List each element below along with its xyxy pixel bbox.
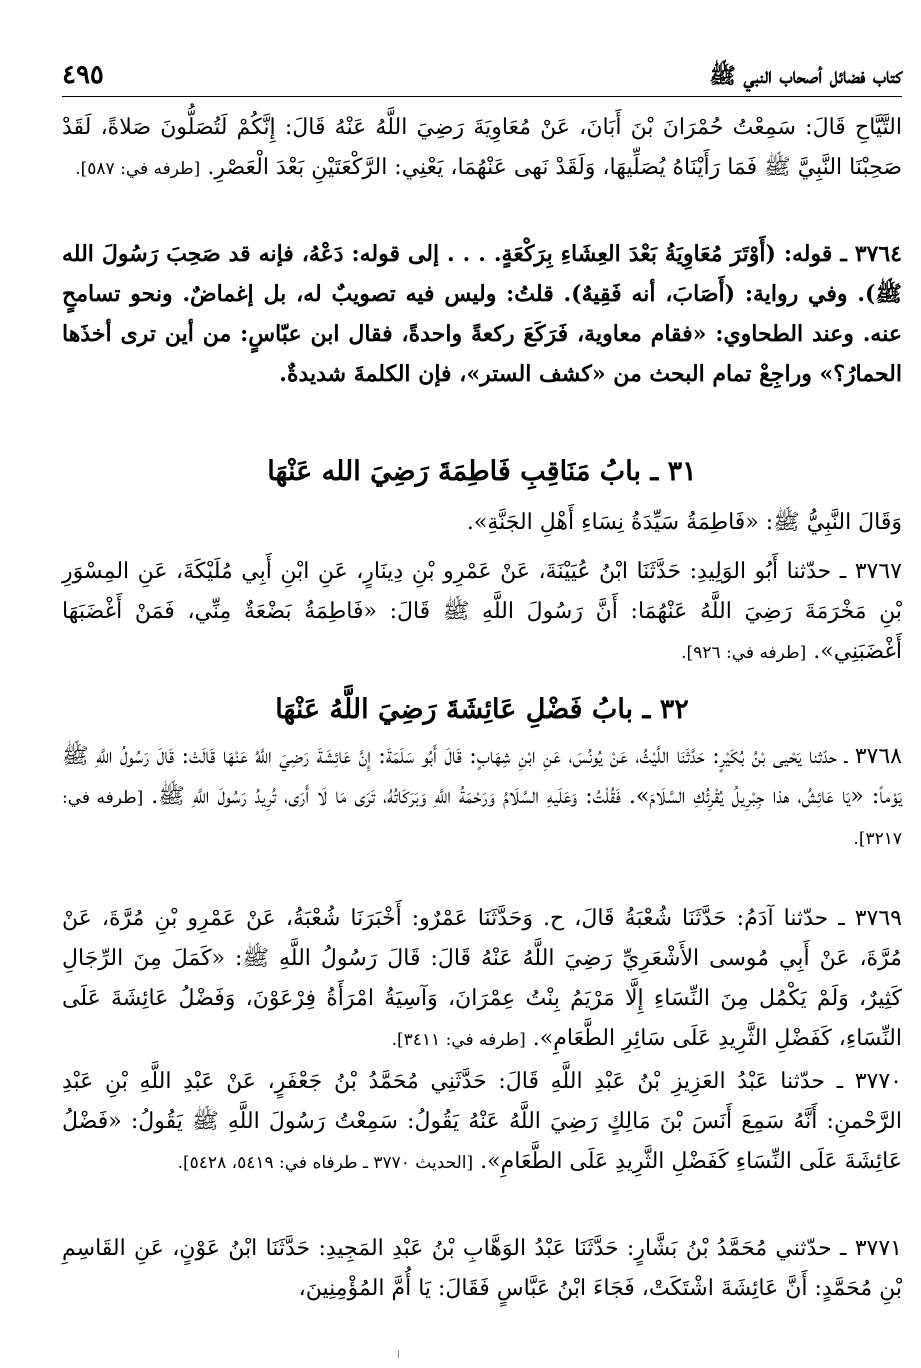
hadith-3769-text: ٣٧٦٩ ـ حدّثنا آدَمُ: حَدَّثَنَا شُعْبَةُ قَالَ، ح. وَحَدَّثَنَا عَمْرٌو: أَخْبَرَنَا شُعْبَةُ، عَنْ عَمْرِو بْنِ مُرَّةَ، عَنْ مُرَّةَ، عَنْ أَبِي مُوسى الأَشْعَرِيِّ رَضِيَ اللَّهُ عَنْهُ قَالَ: قَالَ رَسُولُ اللَّهِ ﷺ: «كَمَلَ مِنَ الرِّجَالِ كَثِيرٌ، وَلَمْ يَكْمُل مِنَ النِّسَاءِ إِلَّا مَرْيَمُ بِنْتُ عِمْرَانَ، وَآسِيَةُ امْرَأَةُ فِرْعَوْنَ، وَفَضْلُ عَائِشَةَ عَلَى النِّسَاءِ، كَفَضْلِ الثَّرِيدِ عَلَى سَائِرِ الطَّعَامِ». <box>62 906 902 1051</box>
commentary-3764-text: ٣٧٦٤ ـ قوله: (أَوْتَرَ مُعَاوِيَةُ بَعْدَ العِشَاءِ بِرَكْعَةٍ. . . . إلى قوله: دَعْهُ، فإنه قد صَحِبَ رَسُولَ الله ﷺ). وفي رواية: (أَصَابَ، أنه فَقِيهٌ). قلتُ: وليس فيه تصويبٌ له، بل إغماضٌ. ونحو تسامحٍ عنه. وعند الطحاوي: «فقام معاوية، فَرَكَعَ ركعةً واحدةً، فقال ابن عبّاسٍ: من أين ترى أخذَها الحمارُ؟» وراجِعْ تمام البحث من «كشف الستر»، فإن الكلمةَ شديدةٌ. <box>62 241 902 387</box>
prophet-saying-fatima <box>62 503 902 543</box>
header-rule <box>62 96 902 97</box>
page-number: ٤٩٥ <box>62 60 104 90</box>
page-footer-mark <box>398 1350 403 1358</box>
hadith-3766-text: التَّيَّاحِ قَالَ: سَمِعْتُ حُمْرَانَ بْنَ أَبَانَ، عَنْ مُعَاوِيَةَ رَضِيَ اللَّهُ عَنْهُ قَالَ: إِنَّكُمْ لَتُصَلُّونَ صَلاةً، لَقَدْ صَحِبْنَا النَّبِيَّ ﷺ فَمَا رَأَيْنَاهُ يُصَلِّيهَا، وَلَقَدْ نَهى عَنْهُمَا، يَعْنِي: الرَّكْعَتَيْنِ بَعْدَ الْعَصْرِ. <box>62 115 902 180</box>
hadith-3767 <box>62 552 902 673</box>
hadith-3770-reference: [الحديث ٣٧٧٠ ـ طرفاه في: ٥٤١٩، ٥٤٢٨]. <box>177 1153 474 1173</box>
hadith-3770-text: ٣٧٧٠ ـ حدّثنا عَبْدُ العَزِيزِ بْنُ عَبْدِ اللَّهِ قَالَ: حَدَّثَنِي مُحَمَّدُ بْنُ جَعْفَرٍ، عَنْ عَبْدِ اللَّهِ بْنِ عَبْدِ الرَّحْمنِ: أَنَّهُ سَمِعَ أَنَسَ بْنَ مَالِكٍ رَضِيَ اللَّهُ عَنْهُ يَقُولُ: سَمِعْتُ رَسُولَ اللَّهِ ﷺ يَقُولُ: «فَضْلُ عَائِشَةَ عَلَى النِّسَاءِ كَفَضْلِ الثَّرِيدِ عَلَى الطَّعَامِ». <box>62 1069 902 1174</box>
page-header <box>62 58 902 92</box>
hadith-3767-reference: [طرفه في: ٩٢٦]. <box>681 643 807 663</box>
book-title: كتاب فضائل أصحاب النبي ﷺ <box>709 63 902 89</box>
chapter-31-heading: ٣١ ـ بابُ مَنَاقِبِ فَاطِمَةَ رَضِيَ الله عَنْهَا <box>267 456 697 487</box>
hadith-3769-reference: [طرفه في: ٣٤١١]. <box>391 1030 526 1050</box>
hadith-continuation <box>62 108 902 189</box>
hadith-3771 <box>62 1229 902 1309</box>
hadith-3766-reference: [طرفه في: ٥٨٧]. <box>75 159 201 179</box>
hadith-3771-text: ٣٧٧١ ـ حدّثني مُحَمَّدُ بْنُ بَشَّارٍ: حَدَّثَنَا عَبْدُ الوَهَّابِ بْنُ عَبْدِ المَجِيدِ: حَدَّثَنَا ابْنُ عَوْنٍ، عَنِ القَاسِمِ بْنِ مُحَمَّدٍ: أَنَّ عَائِشَةَ اشْتَكَتْ، فَجَاءَ ابْنُ عَبَّاسٍ فَقَالَ: يَا أُمَّ المُؤْمِنِينَ، <box>62 1236 902 1301</box>
chapter-32-heading: ٣٢ ـ بابُ فَضْلِ عَائِشَةَ رَضِيَ اللَّهُ عَنْهَا <box>275 694 689 725</box>
hadith-3768-reference: [طرفه في: ٣٢١٧]. <box>62 788 902 849</box>
hadith-3770 <box>62 1062 902 1183</box>
hadith-3768 <box>62 737 902 859</box>
hadith-3767-text: ٣٧٦٧ ـ حدّثنا أَبُو الوَلِيدِ: حَدَّثَنَا ابْنُ عُيَيْنَةَ، عَنْ عَمْرِو بْنِ دِينَارٍ، عَنِ ابْنِ أَبِي مُلَيْكَةَ، عَنِ المِسْوَرِ بْنِ مَخْرَمَةَ رَضِيَ اللَّهُ عَنْهُمَا: أَنَّ رَسُولَ اللَّهِ ﷺ قَالَ: «فَاطِمَةُ بَضْعَةٌ مِنِّي، فَمَنْ أَغْضَبَهَا أَغْضَبَنِي». <box>62 559 902 664</box>
hadith-3768-text: ٣٧٦٨ ـ حدّثنا يَحْيى بْنُ بُكَيْرٍ: حَدَّثَنَا اللَّيْثُ، عَنْ يُونُسَ، عَنِ ابْنِ شِهَابٍ: قَالَ أَبُو سَلَمَةَ: إِنَّ عَائِشَةَ رَضِيَ اللَّهُ عَنْهَا قَالَتْ: قَالَ رَسُولُ اللَّهِ ﷺ يَوْماً: «يَا عَائِشُ، هذا جِبْرِيلُ يُقْرِئُكِ السَّلَامَ». فَقُلْتُ: وَعَلَيهِ السَّلَامُ وَرَحْمَةُ اللَّهِ وَبَرَكَاتُهُ، تَرَى مَا لَا أَرَى، تُرِيدُ رَسُولَ اللَّهِ ﷺ. <box>62 744 902 809</box>
commentary-3764 <box>62 234 902 394</box>
prophet-saying-text: وَقَالَ النَّبِيُّ ﷺ: «فَاطِمَةُ سَيِّدَةُ نِسَاءِ أَهْلِ الجَنَّةِ». <box>466 510 902 535</box>
hadith-3769 <box>62 899 902 1060</box>
